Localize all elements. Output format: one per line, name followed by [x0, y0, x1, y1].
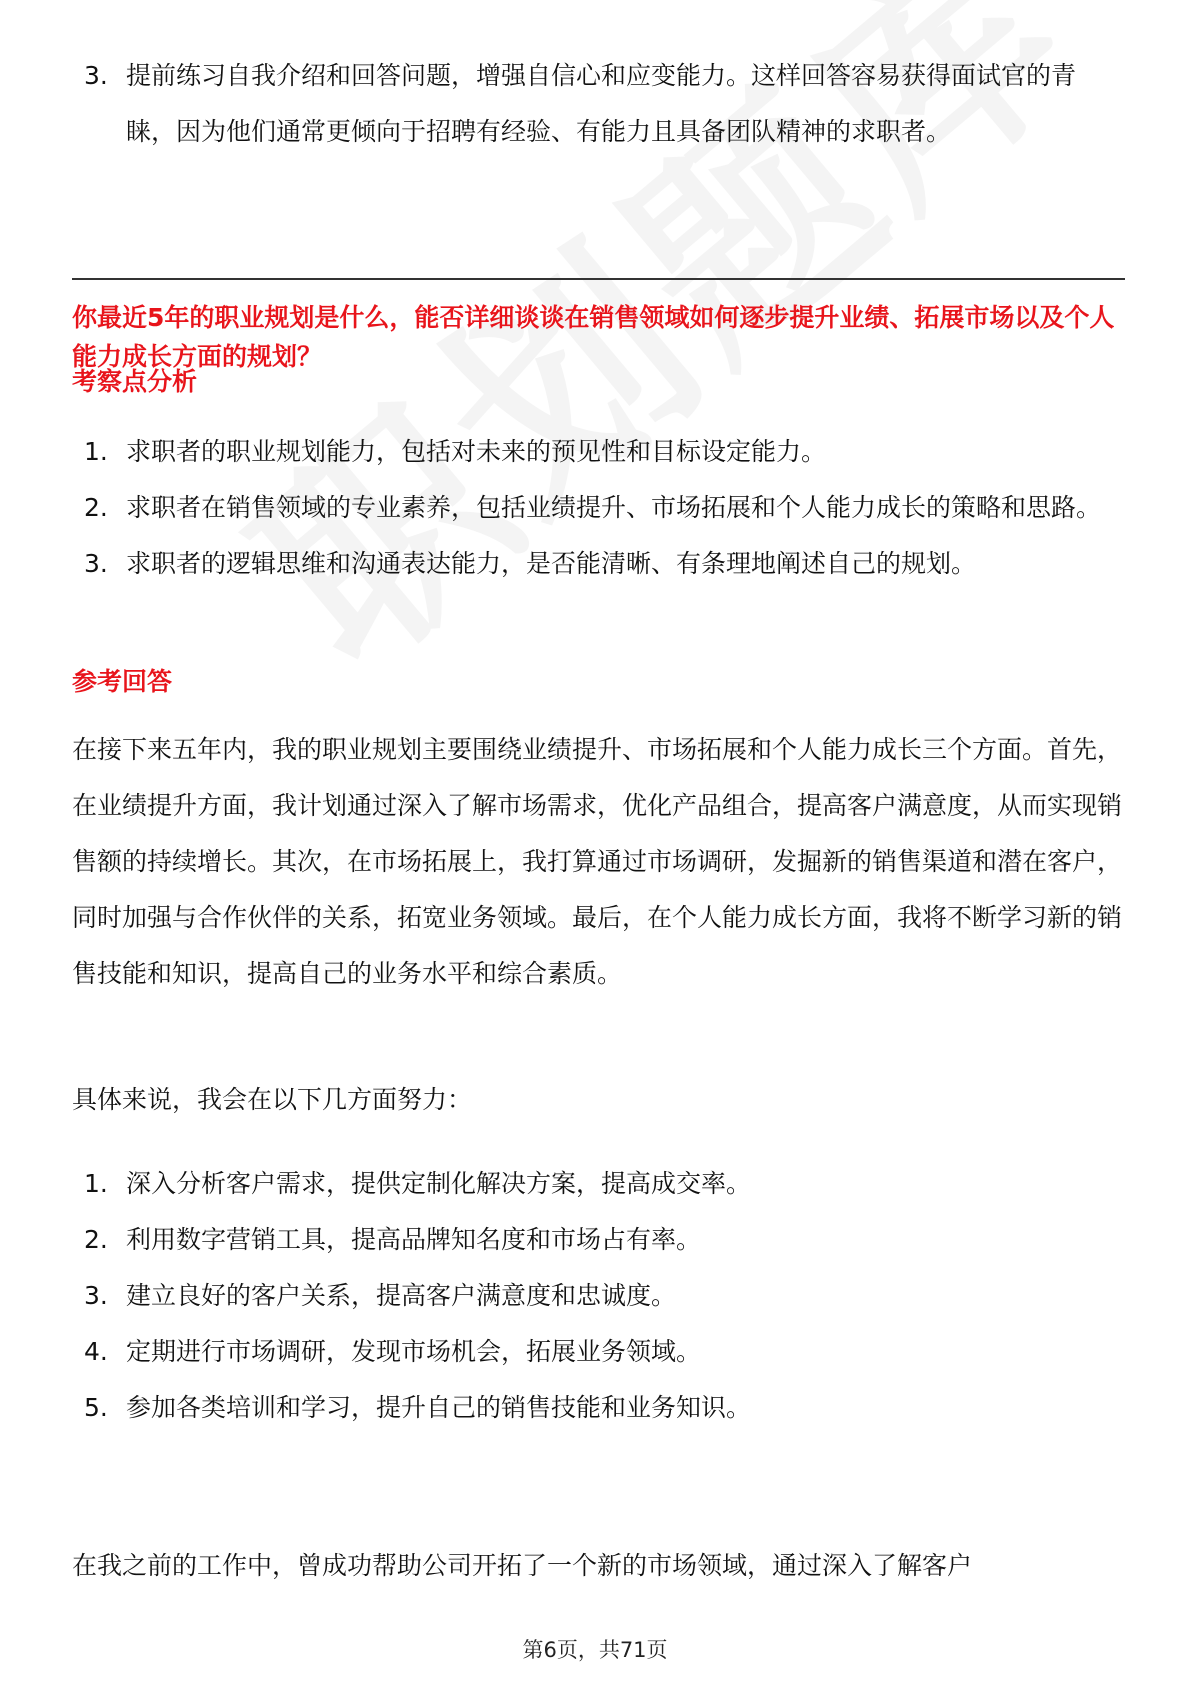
list-item-text: 定期进行市场调研，发现市场机会，拓展业务领域。 [126, 1337, 702, 1366]
list-item [0, 424, 1116, 480]
list-item [0, 1156, 1116, 1212]
list-item [0, 480, 1116, 536]
list-item [0, 1324, 1116, 1380]
previous-list [0, 48, 1116, 160]
interview-question: 你最近5年的职业规划是什么，能否详细谈谈在销售领域如何逐步提升业绩、拓展市场以及个人能力成长方面的规划？ [72, 303, 1115, 371]
list-item-text: 求职者在销售领域的专业素养，包括业绩提升、市场拓展和个人能力成长的策略和思路。 [126, 493, 1102, 522]
analysis-list [0, 424, 1116, 592]
list-item-number: 2. [84, 1225, 108, 1254]
list-item-number: 3. [84, 1281, 108, 1310]
list-item-number: 1. [84, 437, 108, 466]
list-item [0, 1212, 1116, 1268]
answer-paragraph: 在我之前的工作中，曾成功帮助公司开拓了一个新的市场领域，通过深入了解客户 [72, 1551, 973, 1580]
answer-paragraph: 具体来说，我会在以下几方面努力： [72, 1085, 473, 1114]
list-item-number: 3. [84, 549, 108, 578]
list-item-number: 5. [84, 1393, 108, 1422]
list-item-text: 参加各类培训和学习，提升自己的销售技能和业务知识。 [126, 1393, 752, 1422]
list-item [0, 536, 1116, 592]
list-item-number: 1. [84, 1169, 108, 1198]
list-item-number: 3. [84, 61, 108, 90]
list-item [0, 48, 1116, 160]
list-item-text: 建立良好的客户关系，提高客户满意度和忠诚度。 [126, 1281, 677, 1310]
list-item [0, 1268, 1116, 1324]
list-item [0, 1380, 1116, 1436]
list-item-text: 求职者的职业规划能力，包括对未来的预见性和目标设定能力。 [126, 437, 827, 466]
answer-heading: 参考回答 [72, 667, 173, 696]
list-item-text: 求职者的逻辑思维和沟通表达能力，是否能清晰、有条理地阐述自己的规划。 [126, 549, 977, 578]
list-item-number: 2. [84, 493, 108, 522]
list-item-text: 提前练习自我介绍和回答问题，增强自信心和应变能力。这样回答容易获得面试官的青睐，因为他们通常更倾向于招聘有经验、有能力且具备团队精神的求职者。 [126, 61, 1077, 146]
answer-list [0, 1156, 1116, 1436]
list-item-number: 4. [84, 1337, 108, 1366]
analysis-heading: 考察点分析 [72, 367, 198, 396]
answer-paragraph: 在接下来五年内，我的职业规划主要围绕业绩提升、市场拓展和个人能力成长三个方面。首先，在业绩提升方面，我计划通过深入了解市场需求，优化产品组合，提高客户满意度，从而实现销售额的持续增长。其次，在市场拓展上，我打算通过市场调研，发掘新的销售渠道和潜在客户，同时加强与合作伙伴的关系，拓宽业务领域。最后，在个人能力成长方面，我将不断学习新的销售技能和知识，提高自己的业务水平和综合素质。 [72, 735, 1123, 988]
list-item-text: 深入分析客户需求，提供定制化解决方案，提高成交率。 [126, 1169, 752, 1198]
section-divider [72, 278, 1125, 280]
list-item-text: 利用数字营销工具，提高品牌知名度和市场占有率。 [126, 1225, 702, 1254]
page-number: 第6页，共71页 [522, 1638, 668, 1662]
